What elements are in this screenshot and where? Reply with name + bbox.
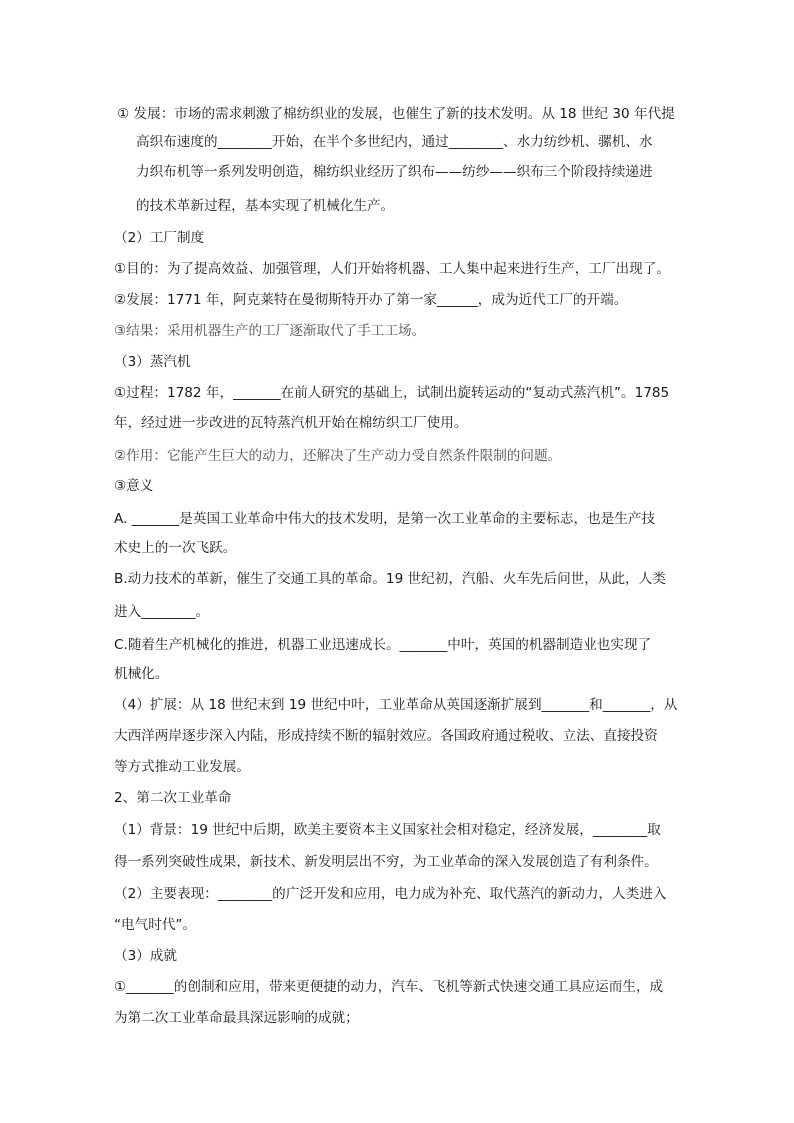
text-line: ①过程：1782 年，_______在前人研究的基础上，试制出旋转运动的“复动式蒸汽机”。1785 [114,385,670,401]
text-line: ① 发展：市场的需求刺激了棉纺织业的发展，也催生了新的技术发明。从 18 世纪 30 年代提 [117,106,675,122]
text-line: 力织布机等一系列发明创造，棉纺织业经历了织布——纺纱——织布三个阶段持续递进 [136,164,653,180]
section-heading: 2、第二次工业革命 [114,790,232,806]
section-heading: （3）成就 [114,948,178,964]
text-line: ②发展：1771 年，阿克莱特在曼彻斯特开办了第一家______，成为近代工厂的开端。 [114,292,628,308]
text-line: （2）主要表现：________的广泛开发和应用，电力成为补充、取代蒸汽的新动力，人类进入 [114,886,667,902]
text-line: 的技术革新过程，基本实现了机械化生产。 [136,198,395,214]
text-line: A. _______是英国工业革命中伟大的技术发明，是第一次工业革命的主要标志，也是生产技 [114,511,656,527]
section-heading: （2）工厂制度 [114,230,205,246]
text-line: （1）背景：19 世纪中后期，欧美主要资本主义国家社会相对稳定，经济发展，________取 [114,822,661,838]
text-line: 等方式推动工业发展。 [114,759,250,775]
text-line: 为第二次工业革命最具深远影响的成就； [114,1010,359,1026]
text-line: B.动力技术的革新，催生了交通工具的革命。19 世纪初，汽船、火车先后问世，从此，人类 [114,571,666,587]
text-line: C.随着生产机械化的推进，机器工业迅速成长。_______中叶，英国的机器制造业也实现了 [114,637,652,653]
text-line: ①目的：为了提高效益、加强管理，人们开始将机器、工人集中起来进行生产，工厂出现了。 [114,261,670,277]
text-line: 大西洋两岸逐步深入内陆，形成持续不断的辐射效应。各国政府通过税收、立法、直接投资 [114,728,658,744]
text-line: ③结果：采用机器生产的工厂逐渐取代了手工工场。 [114,323,426,339]
text-line: 术史上的一次飞跃。 [114,540,237,556]
text-line: 得一系列突破性成果，新技术、新发明层出不穷，为工业革命的深入发展创造了有利条件。 [114,854,658,870]
text-line: ②作用：它能产生巨大的动力，还解决了生产动力受自然条件限制的问题。 [114,448,562,464]
text-line: ①_______的创制和应用，带来更便捷的动力，汽车、飞机等新式快速交通工具应运而生，成 [114,979,664,995]
text-line: ③意义 [114,478,154,494]
text-line: 年，经过进一步改进的瓦特蒸汽机开始在棉纺织工厂使用。 [114,415,468,431]
text-line: 高织布速度的________开始，在半个多世纪内，通过________、水力纺纱机、骡机、水 [136,134,653,150]
text-line: “电气时代”。 [114,917,197,933]
text-line: （4）扩展：从 18 世纪末到 19 世纪中叶，工业革命从英国逐渐扩展到_______和_______，从 [114,697,678,713]
section-heading: （3）蒸汽机 [114,354,191,370]
text-line: 机械化。 [114,666,169,682]
text-line: 进入________。 [114,604,210,620]
